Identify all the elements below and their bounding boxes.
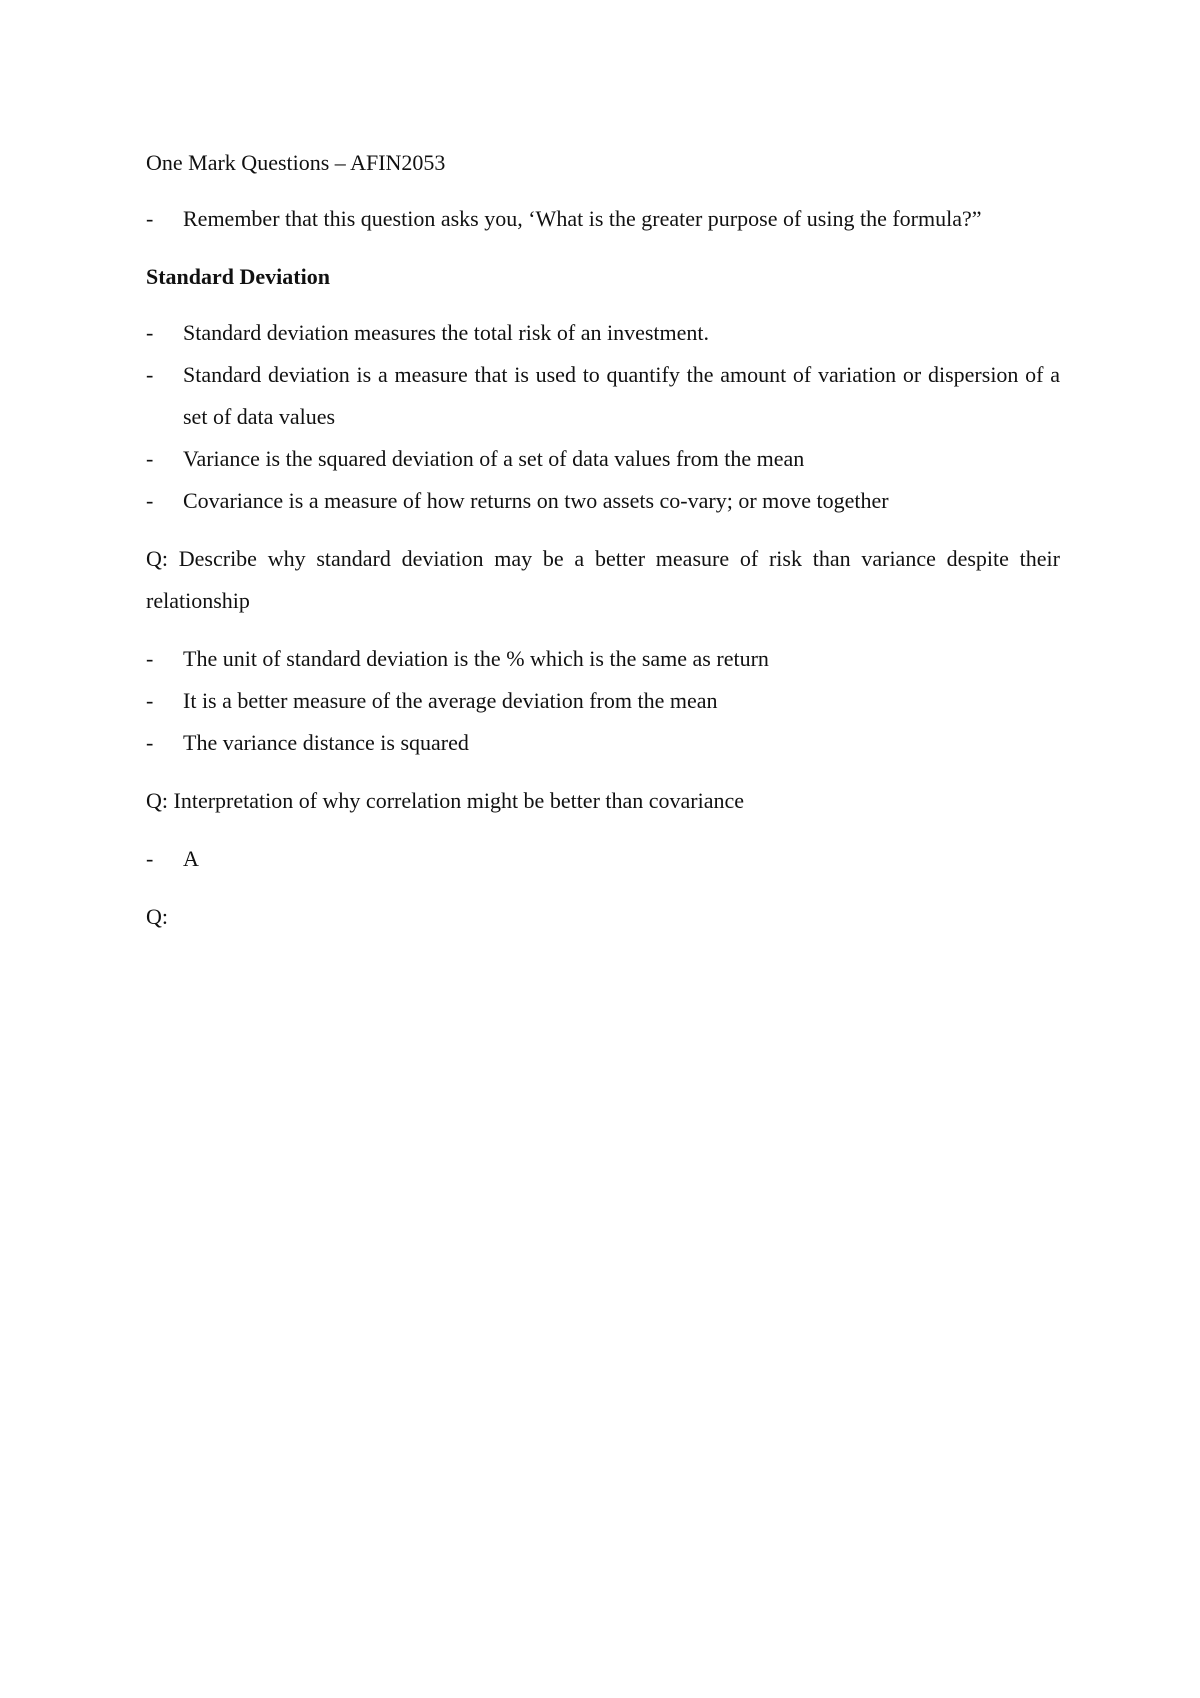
bullet-text: A (183, 846, 199, 871)
list-item (146, 838, 1060, 880)
bullet-text: Standard deviation measures the total risk of an investment. (183, 320, 710, 345)
question-1: Q: Describe why standard deviation may be a better measure of risk than variance despite their relationship (146, 546, 1060, 613)
bullet-marker: - (146, 646, 154, 671)
bullet-marker: - (146, 206, 154, 231)
list-item (146, 198, 1060, 240)
bullet-text: Standard deviation is a measure that is used to quantify the amount of variation or dispersion of a set of data values (183, 362, 1060, 429)
section-list (146, 312, 1060, 522)
bullet-text: The unit of standard deviation is the % which is the same as return (183, 646, 769, 671)
bullet-text: Variance is the squared deviation of a set of data values from the mean (183, 446, 805, 471)
list-item (146, 680, 1060, 722)
bullet-marker: - (146, 488, 154, 513)
intro-list (146, 198, 1060, 240)
list-item (146, 722, 1060, 764)
question-2: Q: Interpretation of why correlation might be better than covariance (146, 788, 745, 813)
bullet-marker: - (146, 446, 154, 471)
bullet-text: It is a better measure of the average deviation from the mean (183, 688, 718, 713)
bullet-marker: - (146, 362, 154, 387)
section-heading: Standard Deviation (146, 264, 330, 289)
question-1-list (146, 638, 1060, 764)
bullet-marker: - (146, 688, 154, 713)
list-item (146, 438, 1060, 480)
question-3: Q: (146, 904, 168, 929)
bullet-marker: - (146, 846, 154, 871)
bullet-marker: - (146, 320, 154, 345)
document-title: One Mark Questions – AFIN2053 (146, 150, 446, 175)
bullet-text: Covariance is a measure of how returns on two assets co-vary; or move together (183, 488, 889, 513)
document-content (146, 142, 1060, 954)
list-item (146, 480, 1060, 522)
bullet-marker: - (146, 730, 154, 755)
list-item (146, 638, 1060, 680)
intro-bullet-text: Remember that this question asks you, ‘What is the greater purpose of using the formula?” (183, 206, 982, 231)
question-2-list (146, 838, 1060, 880)
list-item (146, 312, 1060, 354)
list-item (146, 354, 1060, 438)
bullet-text: The variance distance is squared (183, 730, 469, 755)
